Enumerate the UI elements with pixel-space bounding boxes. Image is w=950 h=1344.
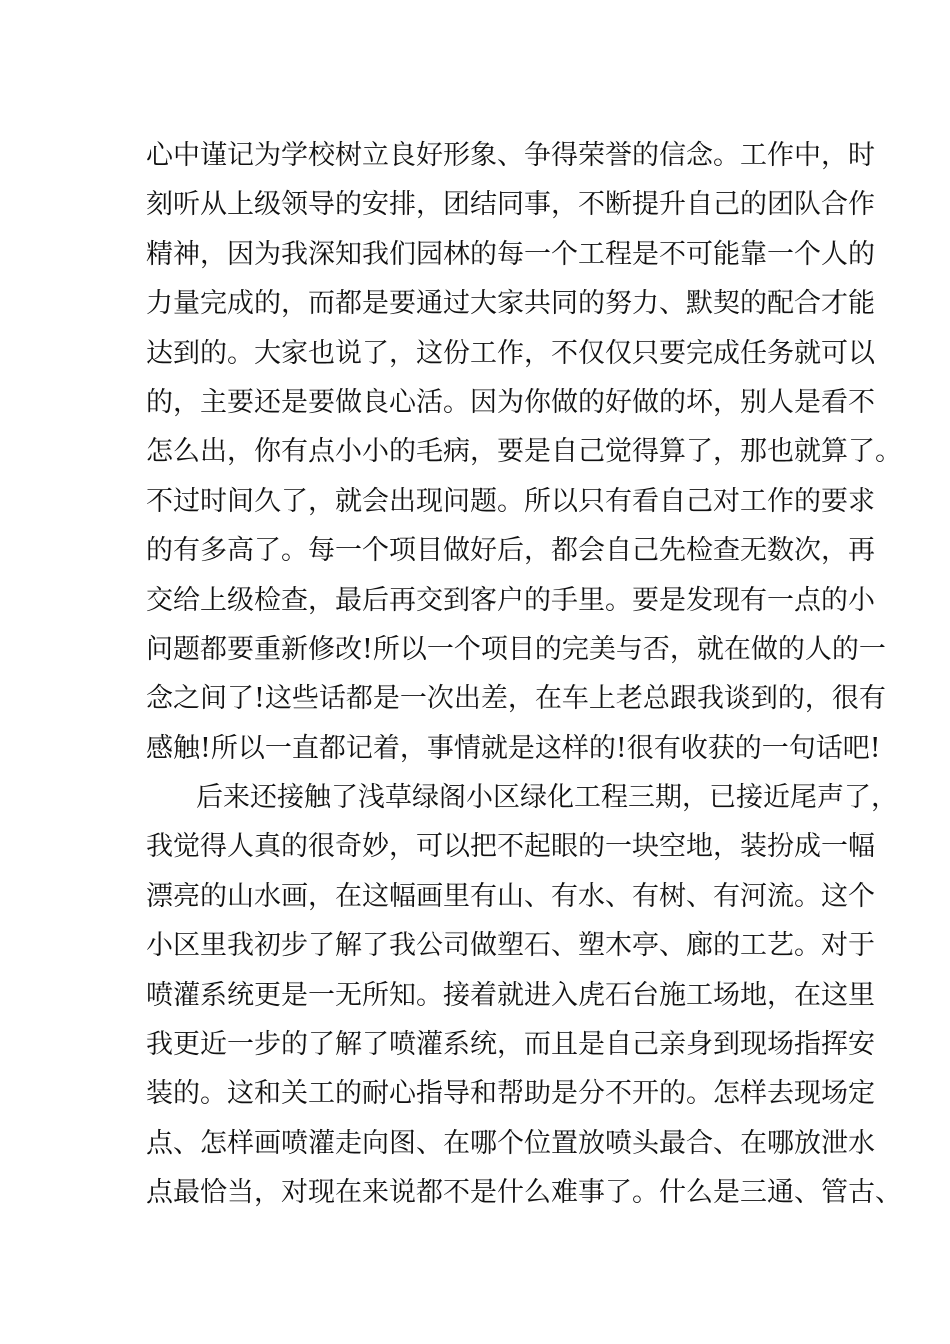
text-line: 我觉得人真的很奇妙，可以把不起眼的一块空地，装扮成一幅 bbox=[146, 831, 875, 863]
text-line: 的，主要还是要做良心活。因为你做的好做的坏，别人是看不 bbox=[146, 386, 875, 418]
text-line: 点、怎样画喷灌走向图、在哪个位置放喷头最合、在哪放泄水 bbox=[146, 1127, 875, 1159]
text-line: 的有多高了。每一个项目做好后，都会自己先检查无数次，再 bbox=[146, 535, 875, 567]
text-line: 我更近一步的了解了喷灌系统，而且是自己亲身到现场指挥安 bbox=[146, 1029, 875, 1061]
text-line: 达到的。大家也说了，这份工作，不仅仅只要完成任务就可以 bbox=[146, 337, 875, 369]
text-line: 问题都要重新修改!所以一个项目的完美与否，就在做的人的一 bbox=[146, 633, 886, 665]
text-line: 心中谨记为学校树立良好形象、争得荣誉的信念。工作中，时 bbox=[146, 140, 875, 171]
paragraph-first-line: 后来还接触了浅草绿阁小区绿化工程三期，已接近尾声了， bbox=[196, 782, 898, 814]
text-line: 念之间了!这些话都是一次出差，在车上老总跟我谈到的，很有 bbox=[146, 683, 886, 715]
text-line: 感触!所以一直都记着，事情就是这样的!很有收获的一句话吧! bbox=[146, 732, 881, 764]
text-line: 点最恰当，对现在来说都不是什么难事了。什么是三通、管古、 bbox=[146, 1177, 902, 1209]
text-line: 力量完成的，而都是要通过大家共同的努力、默契的配合才能 bbox=[146, 288, 875, 320]
text-line: 精神，因为我深知我们园林的每一个工程是不可能靠一个人的 bbox=[146, 238, 875, 270]
text-line: 小区里我初步了解了我公司做塑石、塑木亭、廊的工艺。对于 bbox=[146, 930, 875, 962]
text-line: 交给上级检查，最后再交到客户的手里。要是发现有一点的小 bbox=[146, 584, 875, 616]
text-line: 装的。这和关工的耐心指导和帮助是分不开的。怎样去现场定 bbox=[146, 1078, 875, 1110]
text-line: 漂亮的山水画，在这幅画里有山、有水、有树、有河流。这个 bbox=[146, 880, 875, 912]
text-line: 刻听从上级领导的安排，团结同事，不断提升自己的团队合作 bbox=[146, 189, 875, 221]
text-line: 不过时间久了，就会出现问题。所以只有看自己对工作的要求 bbox=[146, 485, 875, 517]
text-line: 怎么出，你有点小小的毛病，要是自己觉得算了，那也就算了。 bbox=[146, 436, 902, 468]
body-text bbox=[146, 131, 902, 1218]
text-line: 喷灌系统更是一无所知。接着就进入虎石台施工场地，在这里 bbox=[146, 979, 875, 1011]
